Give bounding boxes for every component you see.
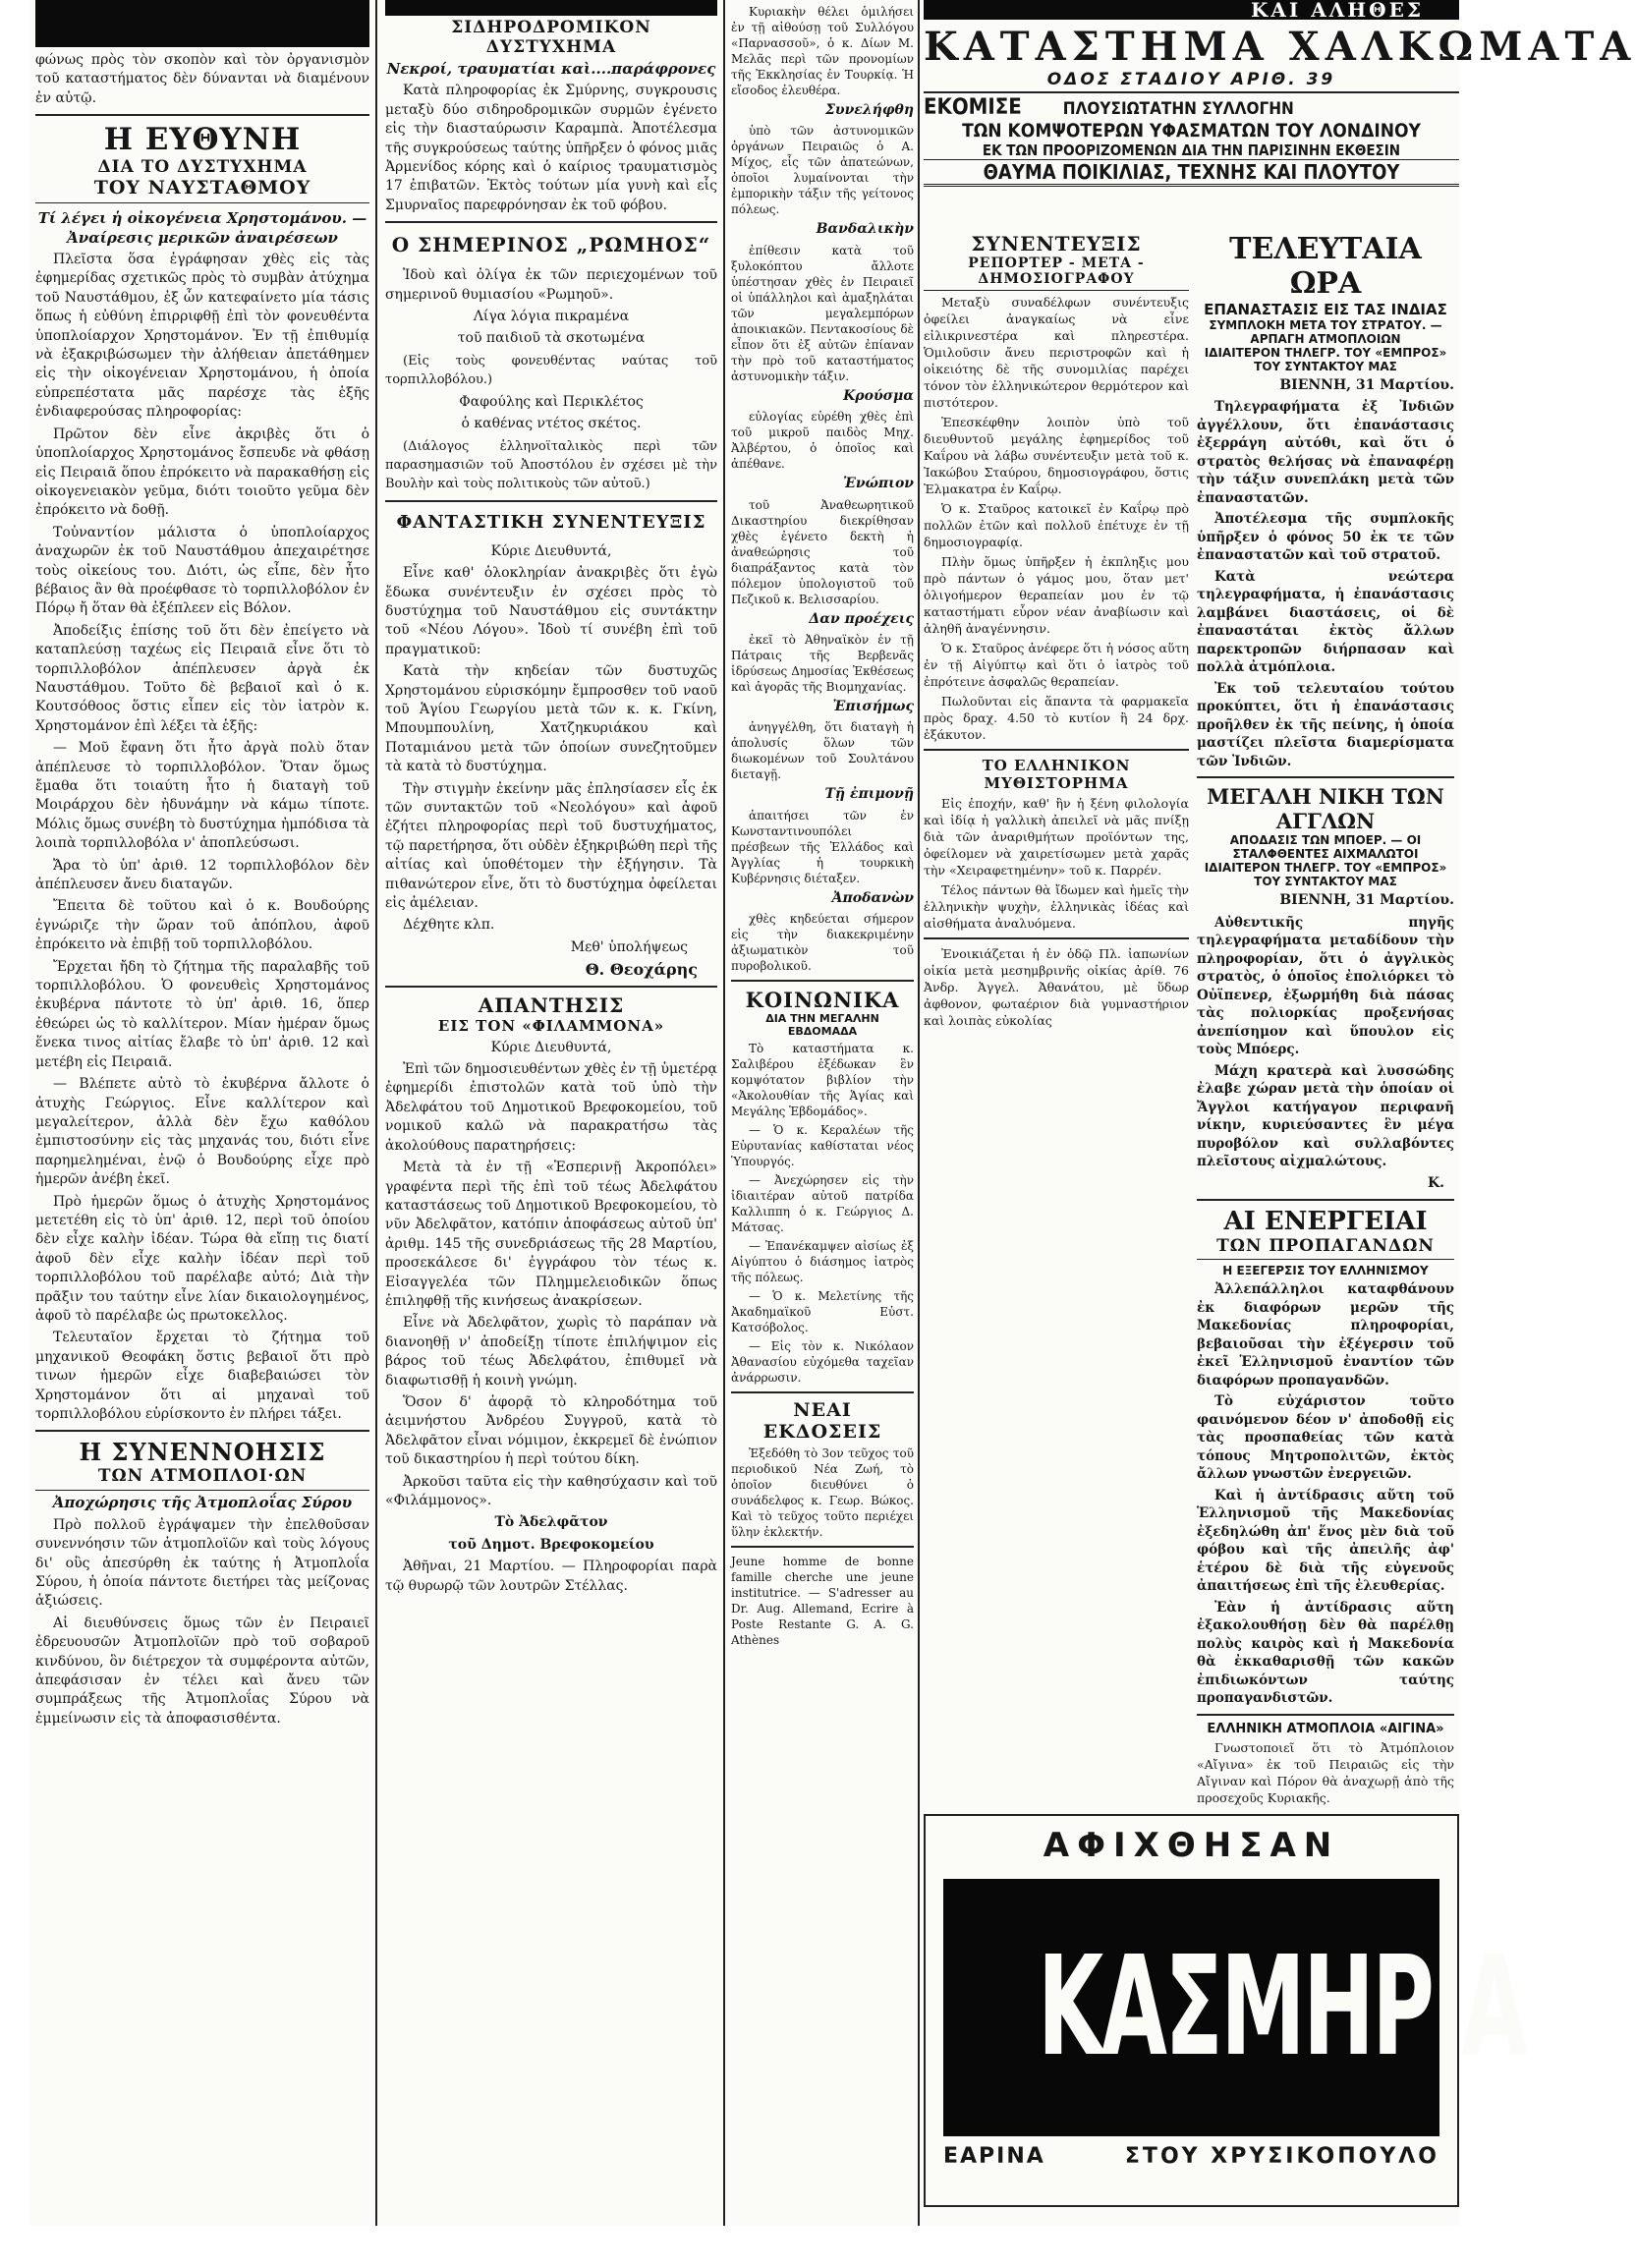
article-subhead: Ἀποχώρησις τῆς Ἀτμοπλοΐας Σύρου [52,1494,353,1512]
paragraph: Πρὸ πολλοῦ ἐγράψαμεν τὴν ἐπελθοῦσαν συνεννόησιν τῶν ἀτμοπλοϊῶν καὶ τοὺς λόγους δι' οὓς ἀπεσύρθη ἐκ ταύτης ἡ Ἀτμοπλοΐα Σύρου, ἡ ὁποία πάντοτε διετήρει τὰς μείζονας ἀξιώσεις. [35,1516,369,1610]
paragraph: Ἔπειτα δὲ τοῦτου καὶ ὁ κ. Βουδούρης ἐγνώριζε τὴν ὥραν τοῦ ἀπόπλου, ἀφοῦ ἐπρόκειτο νὰ ἐπιβῇ τοῦ τορπιλλοβόλου. [35,898,369,953]
signature: Τὸ Ἀδελφᾶτον [494,1514,608,1531]
news-item-lead: Συνελήφθη [824,102,914,118]
paragraph: Εἶνε νὰ Ἀδελφᾶτον, χωρὶς τὸ παράπαν νὰ διανοηθῇ ν' ἀποδείξῃ τίποτε ἐπιλήψιμον εἰς βάρος τοῦ τέως Ἀδελφάτου, ἐπιθυμεῖ νὰ διαφωτισθῇ ἡ κοινὴ γνώμη. [385,1315,717,1389]
paragraph: — Μοῦ ἔφανη ὅτι ἦτο ἀργὰ πολὺ ὅταν ἀπέπλευσε τὸ τορπιλλοβόλον. Ὅταν ὅμως ἔμαθα ὅτι τοιαύτη ἦτο ἡ διαταγὴ τοῦ Μοιράρχου δὲν ἠδυνάμην νὰ κάμω τίποτε. Μόλις ὅμως συνέβη τὸ δυστύχημα ἠμπόδισα τὰ λοιπὰ τορπιλλοβόλα ν' ἀποπλεύσωσι. [35,740,369,852]
paragraph: Κατὰ πληροφορίας ἐκ Σμύρνης, συγκρουσις μεταξὺ δύο σιδηροδρομικῶν συρμῶν ἐγένετο εἰς τὴν διασταύρωσιν Καραμπὰ. Ἀποτέλεσμα τῆς συγκρούσεως ταύτης ὑπῆρξεν ὁ φόνος μιᾶς Ἀρμενίδος κόρης καὶ ὁ καίριος τραυματισμὸς 17 ἐπιβατῶν. Ἐκτὸς τούτων μία γυνὴ καὶ εἷς Σμυρναῖος παρεφρόνησαν ἐκ τοῦ φόβου. [385,83,717,213]
paragraph: Μεταξὺ συναδέλφων συνέντευξις ὀφείλει ἀναγκαίως νὰ εἶνε εἰλικρινεστέρα καὶ πληρεστέρα. Ὁμιλοῦσιν ἄνευ περιστροφῶν καὶ ἡ οἰκειότης δὲ τῆς συνομιλίας παρέχει τόνον τὸν ἑλληνικώτερον θερμότερον καὶ πιστότερον. [924,295,1189,410]
salutation: Κύριε Διευθυντά, [490,542,612,559]
signature: Κ. [1427,1174,1444,1191]
telegram-line: ΙΔΙΑΙΤΕΡΟΝ ΤΗΛΕΓΡ. ΤΟΥ «ΕΜΠΡΟΣ» ΤΟΥ ΣΥΝΤΑΚΤΟΥ ΜΑΣ [1204,346,1447,373]
news-item-lead: Βανδαλικὴν [816,221,914,238]
article-subhead: Τί λέγει ἡ οἰκογένεια Χρηστομάνου. — Ἀναίρεσις μερικῶν ἀναιρέσεων [37,209,367,247]
article-headline: ΣΙΔΗΡΟΔΡΟΜΙΚΟΝ ΔΥΣΤΥΧΗΜΑ [451,18,651,57]
verse-note: (Εἰς τοὺς φονευθέντας ναύτας τοῦ τορπιλλοβόλου.) [385,353,717,388]
section-headline: ΚΟΙΝΩΝΙΚΑ [745,988,900,1013]
paragraph: Ἐὰν ἡ ἀντίδρασις αὕτη ἐξακολουθήσῃ δὲν θὰ παρέλθῃ πολὺς καιρὸς καὶ ἡ Μακεδονία θὰ ἐκκαθαρισθῇ τῶν κακῶν ἐπιδιωκόντων ταύτης προπαγανδιστῶν. [1197,1599,1454,1707]
paragraph: ἐκεῖ τὸ Ἀθηναϊκὸν ἐν τῇ Πάτραις τῆς Βερβενᾶς ἱδρύσεως Δημοσίας Ἐκθέσεως καὶ ἀγορᾶς τῆς Βιομηχανίας. [731,633,914,695]
dateline: ΒΙΕΝΝΗ, 31 Μαρτίου. [1279,892,1454,909]
paragraph: Τὴν στιγμὴν ἐκείνην μᾶς ἐπλησίασεν εἷς ἐκ τῶν συντακτῶν τοῦ «Νεολόγου» καὶ ἀφοῦ ἐζήτει πληροφορίας περὶ τοῦ δυστυχήματος, τῷ παρετήρησα, ὅτι οὐδὲν ἐξηκριβώθη περὶ τῆς αἰτίας καὶ ὑποθέτομεν τὴν ἐξήγησιν. Τὰ πιθανώτερον εἶνε, ὅτι τὸ δυστύχημα ὀφείλεται εἰς ἀμέλειαν. [385,780,717,912]
paragraph: — Βλέπετε αὐτὸ τὸ ἐκυβέρνα ἄλλοτε ὁ ἀτυχὴς Γεώργιος. Εἶνε καλλίτερον καὶ μεγαλείτερον, ἀλλὰ δὲν ἔχω καθόλου ἐμπιστοσύνην εἰς τὰς μηχανάς του, διότι εἶνε παρημελημέναι, ἐνῷ ὁ Βουδούρης εἶχε πρὸ ἡμερῶν ἀνέβη ἐκεῖ. [35,1076,369,1188]
article-subhead: ΕΠΑΝΑΣΤΑΣΙΣ ΕΙΣ ΤΑΣ ΙΝΔΙΑΣ [1204,301,1447,318]
news-item-lead: Ἐπισήμως [832,699,914,715]
ad-line: ΕΚΟΜΙΣΕ ΠΛΟΥΣΙΩΤΑΤΗΝ ΣΥΛΛΟΓΗΝ [924,95,1294,120]
article-headline: ΣΥΝΕΝΤΕΥΞΙΣ [971,232,1142,255]
cashmere-title: ΚΑΣΜΗΡΙΑ [1037,1927,1525,2087]
article-headline: ΦΑΝΤΑΣΤΙΚΗ ΣΥΝΕΝΤΕΥΞΙΣ [396,511,706,533]
ad-line: ΤΩΝ ΚΟΜΨΟΤΕΡΩΝ ΥΦΑΣΜΑΤΩΝ ΤΟΥ ΛΟΝΔΙΝΟΥ [962,120,1421,142]
paragraph: Ἀρκοῦσι ταῦτα εἰς τὴν καθησύχασιν καὶ τοῦ «Φιλάμμονος». [385,1473,717,1508]
article-headline-2: ΔΙΑ ΤΟ ΔΥΣΤΥΧΗΜΑ [97,157,308,178]
article-headline: ΤΕΛΕΥΤΑΙΑ ΩΡΑ [1229,232,1422,301]
signature: Θ. Θεοχάρης [585,960,698,980]
ad-address: ΟΔΟΣ ΣΤΑΔΙΟΥ ΑΡΙΘ. 39 [924,70,1459,93]
article-subhead: Η ΕΞΕΓΕΡΣΙΣ ΤΟΥ ΕΛΛΗΝΙΣΜΟΥ [1222,1264,1429,1278]
paragraph: Κατὰ νεώτερα τηλεγραφήματα, ἡ ἐπανάστασις λαμβάνει διαστάσεις, οἱ δὲ ἐπαναστάται ἐκτὸς ἄλλων παρεκτροπῶν διήρπασαν καὶ πολλὰ ἀτμόπλοια. [1197,568,1454,676]
article-headline-2: ΤΩΝ ΑΤΜΟΠΛΟΙ·ΩΝ [35,1466,369,1491]
salutation: Κύριε Διευθυντά, [490,1039,612,1055]
signature: τοῦ Δημοτ. Βρεφοκομείου [448,1536,654,1553]
footer-note: Ἀθῆναι, 21 Μαρτίου. — Πληροφορίαι παρὰ τῷ θυρωρῷ τῶν λουτρῶν Στέλλας. [385,1559,717,1594]
paragraph: Ὁ κ. Σταῦρος κατοικεῖ ἐν Καΐρῳ πρὸ πολλῶν ἐτῶν καὶ πολλοῦ ἐπέτυχε ἐν τῇ δημοσιογραφίᾳ. [924,501,1189,549]
paragraph: Μάχη κρατερὰ καὶ λυσσώδης ἐλαβε χώραν μετὰ τὴν ὁποίαν οἱ Ἄγγλοι κατήγαγον περιφανῆ νίκην, κυριεύσαντες ἓν μέγα πυροβόλον καὶ συλλαβόντες πλεῖστους αἰχμαλώτους. [1197,1062,1454,1170]
paragraph: Πωλοῦνται εἰς ἅπαντα τὰ φαρμακεῖα πρὸς δραχ. 4.50 τὸ κυτίον ἢ 24 δρχ. ἑξάκυτον. [924,694,1189,742]
telegram-line: ΙΔΙΑΙΤΕΡΟΝ ΤΗΛΕΓΡ. ΤΟΥ «ΕΜΠΡΟΣ» ΤΟΥ ΣΥΝΤΑΚΤΟΥ ΜΑΣ [1204,861,1447,889]
section-headline: ΝΕΑΙ ΕΚΔΟΣΕΙΣ [762,1399,882,1444]
paragraph: Πρὸ ἡμερῶν ὅμως ὁ ἀτυχὴς Χρηστομάνος μετετέθη εἰς τὸ ὑπ' ἀριθ. 12, περὶ τοῦ ὁποίου δὲν εἶχε καλὴν ἰδέαν. Τώρα θὰ εἴπῃ τις διατί ἀφοῦ δὲν εἶχε καλὴν ἰδέαν περὶ τοῦ τορπιλλοβόλου τοῦ παρέλαβε αὐτό; Διὰ τὴν πρᾶξιν του ταύτην εἶνε λίαν δικαιολογημένος, ἀφοῦ τὸ παρέλαβε ὡς πρωτοκελλος. [35,1193,369,1324]
paragraph: Ὅσον δ' ἀφορᾷ τὸ κληροδότημα τοῦ ἀειμνήστου Ἀνδρέου Συγγροῦ, κατὰ τὸ Ἀδελφᾶτον εἶναι νόμιμον, ἐκκρεμεῖ δὲ ἐνώπιον τοῦ δικαστηρίου ἡ περὶ τούτου δίκη. [385,1393,717,1468]
article-headline-2: ΡΕΠΟΡΤΕΡ - ΜΕΤΑ - ΔΗΜΟΣΙΟΓΡΑΦΟΥ [924,255,1189,291]
paragraph: Ἐκ τοῦ τελευταίου τούτου προκύπτει, ὅτι ἡ ἐπανάστασις προῆλθεν ἐκ τῆς πείνης, ἡ ὁποία μαστίζει πλεῖστα διαμερίσματα τῶν Ἰνδιῶν. [1197,680,1454,769]
column-rule [723,0,725,2226]
paragraph: ἀνηγγέλθη, ὅτι διαταγὴ ἡ ἀπολυσίς ὅλων τῶν διωκομένων τοῦ Σουλτάνου διεταγῇ. [731,720,914,782]
paragraph: Τὸ καταστήματα κ. Σαλιβέρου ἐξέδωκαν ἓν κομψότατον βιβλίον τὴν «Ἀκολουθίαν τῆς Ἁγίας καὶ Μεγάλης Ἑβδομάδος». [731,1042,914,1119]
news-item-lead: Ἀποδανὼν [831,889,914,906]
paragraph: — Ἀνεχώρησεν εἰς τὴν ἰδιαιτέραν αὐτοῦ πατρίδα Καλλιππη ὁ κ. Γεώργιος Δ. Μάτσας. [731,1173,914,1235]
spring-label: ΕΑΡΙΝΑ [943,2144,1045,2169]
paragraph: Καὶ ἡ ἀντίδρασις αὕτη τοῦ Ἑλληνισμοῦ τῆς Μακεδονίας ἐξεδηλώθη ἀπ' ἕνος μὲν διὰ τοῦ φόβου καὶ τῆς ἀπειλῆς ἀφ' ἑτέρου δὲ διὰ τῆς εὐγενοῦς ἀπαιτήσεως ἐπὶ τῆς ἐλευθερίας. [1197,1487,1454,1595]
paragraph: Πρῶτον δὲν εἶνε ἀκριβὲς ὅτι ὁ ὑποπλοίαρχος Χρηστομάνος ἔσπευδε νὰ φθάσῃ εἰς Πειραιᾶ ὅπου ἐπρόκειτο νὰ παρακαθήσῃ εἰς οἰκογενειακὸν γεῦμα, διότι τοιοῦτο γεῦμα δὲν ἐπρόκειτο νὰ δοθῇ. [35,425,369,519]
torn-top-band [385,0,717,16]
article-headline: Η ΕΥΘΥΝΗ [103,122,302,158]
paragraph: Τελευταῖον ἔρχεται τὸ ζήτημα τοῦ μηχανικοῦ Θεοφάκη ὅστις βεβαιοῖ ὅτι πρὸ τινων ἡμερῶν εἶχε διαβεβαιώσει τὸν Χρηστομάνον ὅτι αἱ μηχαναὶ τοῦ τορπιλλοβόλου εὑρίσκοντο ἐν πλήρει τάξει. [35,1330,369,1422]
rent-advertisement: Ἐνοικιάζεται ἡ ἐν ὁδῷ Πλ. ἰαπωνίων οἰκία μετὰ μεσημβρινῆς οἰκίας ἀρίθ. 76 Ἀνδρ. Ἀγγελ. Ἀθανάτου, μὲ ὕδωρ ἀφθονον, φωταέριον διὰ γυμναστήριον καὶ λοιπὰς εὐκολίας [924,946,1189,1028]
article-headline: ΜΕΓΑΛΗ ΝΙΚΗ ΤΩΝ ΑΓΓΛΩΝ [1207,784,1444,834]
paragraph: χθὲς κηδεύεται σήμερον εἰς τὴν διακεκριμένην ἀξιωματικὸν τοῦ πυροβολικοῦ. [731,912,914,974]
verse-line: ὁ καθένας ντέτος σκέτος. [461,416,642,432]
store-advertisement [924,0,1636,226]
paragraph: — Ἐπανέκαμψεν αἰσίως ἐξ Αἰγύπτου ὁ διάσημος ἰατρὸς τῆς πόλεως. [731,1239,914,1285]
paragraph: ὑπὸ τῶν ἀστυνομικῶν ὀργάνων Πειραιῶς ὁ Α. Μίχος, εἷς τῶν ἀπατεώνων, ὁποῖοι λυμαίνονται τὴν ἐμπορικὴν τάξιν τῆς γείτονος πόλεως. [731,124,914,217]
ad-footer [943,2144,1439,2169]
notice-headline: ΕΛΛΗΝΙΚΗ ΑΤΜΟΠΛΟΙΑ «ΑΙΓΙΝΑ» [1207,1721,1444,1736]
paragraph: Πλεῖστα ὅσα ἐγράφησαν χθὲς εἰς τὰς ἐφημερίδας σχετικῶς πρὸς τὸ συμβὰν ἀτύχημα τοῦ Ναυστάθμου, ἐξ ὧν κατεφαίνετο μία τάσις ὅπως ἡ εὐθύνη ἐπιρριφθῇ ἐπὶ τὸν φονευθέντα ὑποπλοίαρχον Χρηστομάνον. Ἐν τῇ ἐπιθυμίᾳ νὰ ἐξακριβώσωμεν τὴν ἀλήθειαν ἀπετάθημεν εἰς τὴν οἰκογένειαν Χρηστομάνου, ἡ ὁποία εὐπρεπέστατα μᾶς παρέσχε τὰς ἑξῆς ἐνδιαφερούσας πληροφορίας: [35,252,369,421]
paragraph: Ἐπεσκέφθην λοιπὸν ὑπὸ τοῦ διευθυντοῦ μεγάλης ἐφημερίδος τοῦ Καΐρου νὰ λάβω συνέντευξιν μετὰ τοῦ κ. Ἰακώβου Σταύρου, δημοσιογράφου, ὅστις Ἐλμακατρα ἐν Καΐρῳ. [924,415,1189,496]
paragraph: Γνωστοποιεῖ ὅτι τὸ Ἀτμόπλοιον «Αἴγινα» ἐκ τοῦ Πειραιῶς εἰς τὴν Αἴγιναν καὶ Πόρον θὰ ἀναχωρῇ ἀπὸ τῆς προσεχοῦς Κυριακῆς. [1197,1739,1454,1805]
news-item-lead: Κρούσμα [843,387,914,404]
paragraph: Ἀποτέλεσμα τῆς συμπλοκῆς ὑπῆρξεν ὁ φόνος 50 ἐκ τε τῶν ἐπαναστατῶν καὶ τοῦ στρατοῦ. [1197,511,1454,564]
paragraph: Ἔρχεται ἤδη τὸ ζήτημα τῆς παραλαβῆς τοῦ τορπιλλοβόλου. Ὁ φονευθεὶς Χρηστομάνος ἐκυβέρνα πάντοτε τὸ ὑπ' ἀριθ. 16, ὅπερ ἐθεώρει ὡς τὸ καλλίτερον. Μίαν ἡμέραν ὅμως ἕνεκα τινος αἰτίας ἔλαβε τὸ ὑπ' ἀριθ. 12 καὶ μετέβη εἰς Πειραιᾶ. [35,958,369,1070]
ad-line: ΕΚ ΤΩΝ ΠΡΟΟΡΙΖΟΜΕΝΩΝ ΔΙΑ ΤΗΝ ΠΑΡΙΣΙΝΗΝ ΕΚΘΕΣΙΝ [924,142,1459,160]
verse-line: Φαφούλης καὶ Περικλέτος [459,393,644,410]
column-1 [35,0,369,2226]
section-subhead: ΔΙΑ ΤΗΝ ΜΕΓΑΛΗΝ ΕΒΔΟΜΑΔΑ [765,1012,879,1039]
paragraph: Τέλος πάντων θὰ ἴδωμεν καὶ ἡμεῖς τὴν ἑλληνικὴν ψυχὴν, ἑλληνικὰς ἰδέας καὶ αἰσθήματα ἀναλυόμενα. [924,882,1189,931]
paragraph: — Ὁ κ. Μελετίνης τῆς Ἀκαδημαϊκοῦ Εὐστ. Κατσόβολος. [731,1289,914,1335]
verse-note: (Διάλογος ἑλληνοϊταλικὸς περὶ τῶν παρασημασιῶν τοῦ Ἀποστόλου ἐν σχέσει μὲ τὴν Βουλὴν καὶ τοὺς πολιτικοὺς τῶν αὐτοῦ.) [385,438,717,492]
paragraph: ἐπίθεσιν κατὰ τοῦ ξυλοκόπτου ἄλλοτε ὑπέστησαν χθὲς ἐν Πειραιεῖ οἱ ὑπάλληλοι καὶ ἀμαξηλάται τῶν μεγαλεμπόρων ἀποικιακῶν. Πεντακοσίους δὲ εἶπον ὅτι ἐξ αὐτῶν ἐπίαναν τὴν πρὸ τοῦ καταστήματος ἀστυνομικὴν τάξιν. [731,243,914,383]
news-item-lead: Δαν προέχεις [809,610,914,627]
newspaper-page [29,0,1636,2226]
article-headline: ΑΙ ΕΝΕΡΓΕΙΑΙ [1223,1207,1428,1237]
paragraph: Τηλεγραφήματα ἐξ Ἰνδιῶν ἀγγέλλουν, ὅτι ἐπανάστασις ἐξερράγη αὐτόθι, καὶ ὅτι ὁ στρατὸς θελήσας νὰ ἐπαναφέρῃ τὴν τάξιν συνεπλάκη μετὰ τῶν ἐπαναστατῶν. [1197,399,1454,506]
paragraph: Ἀλλεπάλληλοι καταφθάνουν ἐκ διαφόρων μερῶν τῆς Μακεδονίας πληροφορίαι, βεβαιοῦσαι τὴν ἐξέγερσιν τοῦ ἐκεῖ Ἑλληνισμοῦ ἐναντίον τῶν διαφόρων προπαγανδῶν. [1197,1281,1454,1389]
verse-line: τοῦ παιδιοῦ τὰ σκοτωμένα [457,330,646,347]
torn-top-band [35,0,369,47]
top-continuation-text: φώνως πρὸς τὸν σκοπὸν καὶ τὸν ὀργανισμὸν τοῦ καταστήματος δὲν δύνανται νὰ διαμένουν ἐν αὐτῷ. [35,52,369,106]
paragraph: Ἄρα τὸ ὑπ' ἀριθ. 12 τορπιλλοβόλον δὲν ἀπέπλευσεν ἄνευ διαταγῶν. [35,857,369,893]
article-subhead: Νεκροί, τραυματίαι καὶ....παράφρονες [386,60,716,78]
article-headline: ΑΠΑΝΤΗΣΙΣ [478,992,625,1017]
paragraph: εὐλογίας εὑρέθη χθὲς ἐπὶ τοῦ μικροῦ παιδὸς Μηχ. Ἀλβέρτου, ὁ ὁποῖος καὶ ἀπέθανε. [731,410,914,472]
paragraph: Πλὴν ὅμως ὑπῆρξεν ἡ ἐκπληξις μου πρὸ πάντων ὁ γάμος μου, ὅταν μετ' ὀλιγοήμερον θεραπείαν μου ἐν τῷ καταστήματι εὗρον νέαν ἀναβίωσιν καὶ ἀληθῆ ἀναγέννησιν. [924,554,1189,636]
article-subhead: ΑΠΟΔΑΣΙΣ ΤΩΝ ΜΠΟΕΡ. — ΟΙ ΣΤΑΛΦΘΕΝΤΕΣ ΑΙΧΜΑΛΩΤΟΙ [1229,833,1422,862]
paragraph: Ἐξεδόθη τὸ 3ον τεῦχος τοῦ περιοδικοῦ Νέα Ζωή, τὸ ὁποῖον διευθύνει ὁ συνάδελφος κ. Γεωρ. Βώκος. Καὶ τὸ τεῦχος τοῦτο περιέχει ὕλην ἐκλεκτήν. [731,1446,914,1540]
paragraph: Τὸ εὐχάριστον τοῦτο φαινόμενον δέον ν' ἀποδοθῇ εἰς τὰς προσπαθείας τῶν κατὰ τόπους Μητροπολιτῶν, ἐκτὸς ἄλλων γνωστῶν ἐνεργειῶν. [1197,1393,1454,1483]
paragraph: τοῦ Ἀναθεωρητικοῦ Δικαστηρίου διεκρίθησαν χθὲς ἐγένετο δεκτὴ ἡ ἀναθεώρησις τοῦ διαπράξαντος κατὰ τὸν πόλεμον ὑπολογιστοῦ τοῦ Πεζικοῦ κ. Βελισσαρίου. [731,497,914,606]
paragraph: Εἶνε καθ' ὁλοκληρίαν ἀνακριβὲς ὅτι ἐγὼ ἔδωκα συνέντευξιν ἐν σχέσει πρὸς τὸ δυστύχημα τοῦ Ναυστάθμου εἰς συντάκτην τοῦ «Νέου Λόγου». Ἰδοὺ τί συνέβη ἐπὶ τοῦ πραγματικοῦ: [385,565,717,657]
paragraph: Εἰς ἐποχήν, καθ' ἣν ἡ ξένη φιλολογία καὶ ἰδίᾳ ἡ γαλλικὴ ἀπειλεῖ νὰ μᾶς πνίξῃ διὰ τῶν ἀναριθμήτων προϊόντων της, ὀφείλομεν νὰ χαιρετίσωμεν μετὰ χαρᾶς τὴν «Χειραφετημένην» τοῦ κ. Παρρέν. [924,796,1189,878]
news-item-lead: Τῇ ἐπιμονῇ [824,786,914,803]
dateline: ΒΙΕΝΝΗ, 31 Μαρτίου. [1279,377,1454,393]
column-2 [385,0,717,2226]
column-rule [375,0,377,2226]
paragraph: Αἱ διευθύνσεις ὅμως τῶν ἐν Πειραιεῖ ἐδρευουσῶν Ἀτμοπλοϊῶν πρὸ τοῦ σοβαροῦ κινδύνου, ὃν διέτρεχον τὰ συμφέροντα αὐτῶν, ἀπεφάσισαν ἐν τέλει καὶ ἄνευ τῶν συμπράξεως τῆς Ἀτμοπλοΐας Σύρου νὰ ἐμμείνωσιν εἰς τὰ ἀποφασισθέντα. [35,1615,369,1727]
article-headline: Ο ΣΗΜΕΡΙΝΟΣ „ΡΩΜΗΟΣ“ [391,233,711,257]
arrived-banner: ΑΦΙΧΘΗΣΑΝ [1043,1826,1340,1865]
news-item-lead: Ἐνώπιον [843,476,914,492]
paragraph: Ἰδοὺ καὶ ὀλίγα ἐκ τῶν περιεχομένων τοῦ σημερινοῦ θυμιασίου «Ρωμηοῦ». [385,267,717,303]
paragraph: — Εἰς τὸν κ. Νικόλαον Ἀθανασίου εὐχόμεθα ταχεῖαν ἀνάρρωσιν. [731,1339,914,1386]
column-3 [731,0,914,2226]
store-label: ΣΤΟΥ ΧΡΥΣΙΚΟΠΟΥΛΟ [1124,2144,1439,2169]
ad-line: ΘΑΥΜΑ ΠΟΙΚΙΛΙΑΣ, ΤΕΧΝΗΣ ΚΑΙ ΠΛΟΥΤΟΥ [924,160,1459,187]
article-headline-3: ΤΟΥ ΝΑΥΣΤΑΘΜΟΥ [35,177,369,203]
paragraph: Ἀποδείξις ἐπίσης τοῦ ὅτι δὲν ἐπείγετο νὰ καταπλεύσῃ ταχέως εἰς Πειραιᾶ εἶνε ὅτι τὸ τορπιλλοβόλον ἀπέπλευσεν ἀργὰ ἐκ Ναυστάθμου. Τοῦτο δὲ βεβαιοῖ καὶ ὁ κ. Κουτσόθοος ὅστις εἶπεν εἰς τὸν ἰατρὸν κ. Χρηστομάνον ἐπὶ λέξει τὰ ἑξῆς: [35,622,369,734]
paragraph: Ἐπὶ τῶν δημοσιευθέντων χθὲς ἐν τῇ ὑμετέρᾳ ἐφημερίδι ἐπιστολῶν κατὰ τοῦ ὑπὸ τὴν Ἀδελφάτου τοῦ Δημοτικοῦ Βρεφοκομείου, τοῦ νομικοῦ καλῶ νὰ παρακρατήσω τὰς ἀκολούθους παρατηρήσεις: [385,1061,717,1154]
paragraph: Αὐθεντικῆς πηγῆς τηλεγραφήματα μεταδίδουν τὴν πληροφορίαν, ὅτι ὁ ἀγγλικὸς στρατὸς, ὁ ὁποῖος ἐπολιόρκει τὸ Οὐϊπενερ, ἐξωρμήθη διὰ πάσας τὰς πολιορκίας προξενήσας ἀνεπίσημον καὶ ὕπουλον εἰς τοὺς Μπόερς. [1197,914,1454,1058]
article-headline-2: ΤΩΝ ΠΡΟΠΑΓΑΝΔΩΝ [1197,1236,1454,1260]
cashmere-block [943,1879,1525,2136]
paragraph: Κατὰ τὴν κηδείαν τῶν δυστυχῶς Χρηστομάνου εὑρισκόμην ἔμπροσθεν τοῦ ναοῦ τοῦ Ἁγίου Γεωργίου μετὰ τῶν κ. κ. Γκίνη, Μπουμπουλίνη, Χατζηκυριάκου καὶ Ποταμιάνου μετὰ τῶν ὁποίων συνεζητοῦμεν τὰ κατὰ τὸ δυστύχημα. [385,663,717,775]
paragraph: — Ὁ κ. Κεραλέων τῆς Εὐρυτανίας καθίσταται νέος Ὑπουργός. [731,1123,914,1169]
paragraph: Δέχθητε κλπ. [403,917,495,934]
cashmere-advertisement [924,1814,1525,2207]
article-headline-2: ΕΙΣ ΤΟΝ «ΦΙΛΑΜΜΟΝΑ» [437,1016,665,1035]
article-subhead: ΣΥΜΠΛΟΚΗ ΜΕΤΑ ΤΟΥ ΣΤΡΑΤΟΥ. — ΑΡΠΑΓΗ ΑΤΜΟΠΛΟΙΩΝ [1209,318,1442,346]
signature-line: Μεθ' ὑπολήψεως [570,938,688,955]
ad-store-name: ΚΑΤΑΣΤΗΜΑ ΧΑΛΚΩΜΑΤΑ [924,24,1636,70]
paragraph: ἀπαιτήσει τῶν ἐν Κωνσταντινουπόλει πρέσβεων τῆς Ἑλλάδος καὶ Ἀγγλίας ἡ τουρκικὴ Κυβέρνησις διέταξεν. [731,808,914,885]
paragraph: Μετὰ τὰ ἐν τῇ «Ἑσπερινῇ Ἀκροπόλει» γραφέντα περὶ τῆς ἐπὶ τοῦ τέως Ἀδελφάτου καταστάσεως τοῦ Δημοτικοῦ Βρεφοκομείου, τὸ νῦν Ἀδελφᾶτον, κατόπιν ἀποφάσεως αὐτοῦ ὑπ' ἀριθμ. 145 τῆς συνεδριάσεως τῆς 28 Μαρτίου, προσεκάλεσε δι' ἐγγράφου τὸν τέως κ. Εἰσαγγελέα τῶν Πλημμελειοδικῶν ὅπως ἐπιληφθῇ τῆς κινήσεως ἀνακρίσεων. [385,1160,717,1309]
french-notice: Jeune homme de bonne famille cherche une jeune institutrice. — S'adresser au Dr. Aug. Allemand, Ecrire à Poste Restante G. A. G. Athènes [731,1555,914,1648]
paragraph: Τοὐναντίον μάλιστα ὁ ὑποπλοίαρχος ἀναχωρῶν ἐκ τοῦ Ναυστάθμου ἀπεχαιρέτησε τοὺς οἰκείους του. Διότι, ὡς εἶπε, δὲν ἦτο βέβαιος ἂν θὰ προέφθασε τὸ τορπιλλοβόλον ἐν Πόρῳ ἤ ὅταν θὰ ἐξέπλεεν εἰς Βόλον. [35,524,369,617]
paragraph: Ὁ κ. Σταῦρος ἀνέφερε ὅτι ἡ νόσος αὕτη ἐν τῇ Αἰγύπτῳ καὶ ὅτι ὁ ἰατρὸς τοῦ ἐπρότεινε ἀσφαλῶς θεραπείαν. [924,641,1189,689]
ad-top-band: ΚΑΙ ΑΛΗΘΕΣ [924,0,1459,20]
verse-line: Λίγα λόγια πικραμένα [473,309,630,325]
paragraph: Κυριακὴν θέλει ὁμιλήσει ἐν τῇ αἰθούσῃ τοῦ Συλλόγου «Παρνασσοῦ», ὁ κ. Δίων Μ. Μελᾶς περὶ τῶν προνομίων τῆς Ἐκκλησίας ἐν Τουρκίᾳ. Ἡ εἴσοδος ἐλευθέρα. [731,5,914,97]
article-headline: Η ΣΥΝΕΝΝΟΗΣΙΣ [79,1438,326,1467]
article-headline: ΤΟ ΕΛΛΗΝΙΚΟΝ ΜΥΘΙΣΤΟΡΗΜΑ [982,757,1131,792]
column-rule [918,0,920,2226]
